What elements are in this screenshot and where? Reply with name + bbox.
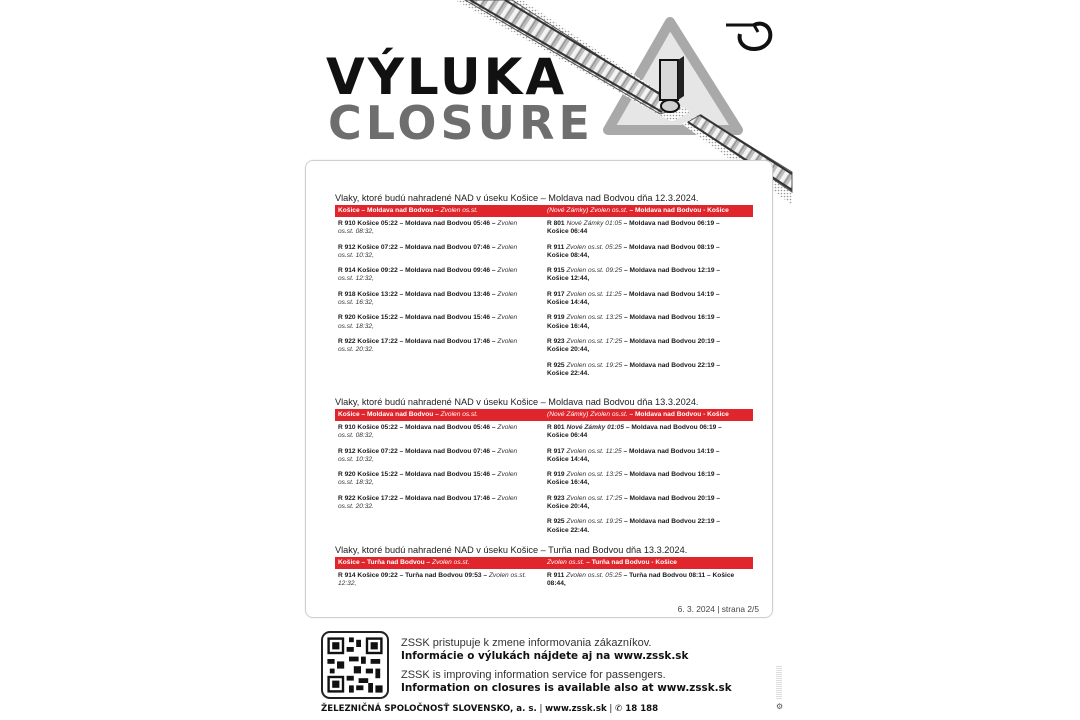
section-title: Vlaky, ktoré budú nahradené NAD v úseku Košice – Turňa nad Bodvou dňa 13.3.2024.	[335, 545, 688, 555]
timetable-card	[305, 160, 773, 618]
train-row: R 911 Zvolen os.st. 05:25 – Moldava nad Bodvou 08:19 – Košice 08:44,	[547, 243, 720, 259]
company-website-link[interactable]: www.zssk.sk	[545, 704, 607, 714]
column-left	[335, 217, 544, 385]
train-row: R 914 Košice 09:22 – Moldava nad Bodvou 09:46 – Zvolen os.st. 12:32,	[338, 267, 518, 283]
side-credit-text	[776, 666, 782, 700]
info-sk-line2: Informácie o výlukách nájdete aj na www.zssk.sk	[401, 650, 689, 662]
train-row: R 925 Zvolen os.st. 19:25 – Moldava nad Bodvou 22:19 – Košice 22:44.	[547, 518, 720, 534]
train-row: R 915 Zvolen os.st. 09:25 – Moldava nad Bodvou 12:19 – Košice 12:44,	[547, 267, 720, 283]
train-row: R 923 Zvolen os.st. 17:25 – Moldava nad Bodvou 20:19 – Košice 20:44,	[547, 494, 720, 511]
qr-code-icon[interactable]	[321, 631, 389, 699]
gear-icon: ⚙	[776, 702, 784, 711]
train-row: R 910 Košice 05:22 – Moldava nad Bodvou 05:46 – Zvolen os.st. 08:32,	[338, 424, 518, 440]
column-left	[335, 421, 544, 542]
train-row: R 925 Zvolen os.st. 19:25 – Moldava nad Bodvou 22:19 – Košice 22:44.	[547, 361, 720, 377]
train-row: R 801 Nové Zámky 01:05 – Moldava nad Bodvou 06:19 – Košice 06:44	[547, 220, 720, 236]
info-en-line2: Information on closures is available also at www.zssk.sk	[401, 682, 732, 694]
train-row: R 912 Košice 07:22 – Moldava nad Bodvou 07:46 – Zvolen os.st. 10:32,	[338, 447, 518, 463]
train-row: R 912 Košice 07:22 – Moldava nad Bodvou 07:46 – Zvolen os.st. 10:32,	[338, 243, 518, 259]
company-footer: ŽELEZNIČNÁ SPOLOČNOSŤ SLOVENSKO, a. s. | www.zssk.sk | ✆ 18 188	[321, 704, 659, 714]
train-row: R 919 Zvolen os.st. 13:25 – Moldava nad Bodvou 16:19 – Košice 16:44,	[547, 314, 720, 330]
section-moldava-12-3	[335, 193, 753, 385]
train-row: R 801 Nové Zámky 01:05 – Moldava nad Bodvou 06:19 – Košice 06:44	[547, 424, 722, 440]
column-left	[335, 569, 544, 596]
column-right	[544, 421, 753, 542]
section-header-bar	[335, 557, 753, 569]
zssk-logo-icon	[724, 16, 774, 52]
train-row: R 920 Košice 15:22 – Moldava nad Bodvou 15:46 – Zvolen os.st. 18:32,	[338, 471, 518, 487]
info-sk-line1: ZSSK pristupuje k zmene informovania zákazníkov.	[401, 637, 652, 649]
train-row: R 914 Košice 09:22 – Turňa nad Bodvou 09:53 – Zvolen os.st. 12:32,	[338, 572, 527, 588]
section-header-bar	[335, 205, 753, 217]
header-direction-right: (Nové Zámky) Zvolen os.st. – Moldava nad Bodvou - Košice	[547, 411, 729, 418]
header-direction-left: Košice – Moldava nad Bodvou – Zvolen os.st.	[338, 411, 478, 418]
train-row: R 922 Košice 17:22 – Moldava nad Bodvou 17:46 – Zvolen os.st. 20:32.	[338, 494, 518, 511]
section-moldava-13-3	[335, 397, 753, 542]
company-phone: 18 188	[622, 704, 659, 714]
train-row: R 917 Zvolen os.st. 11:25 – Moldava nad Bodvou 14:19 – Košice 14:44,	[547, 447, 720, 463]
header-direction-left: Košice – Turňa nad Bodvou – Zvolen os.st.	[338, 559, 470, 566]
title-slovak: VÝLUKA	[326, 48, 568, 106]
header-direction-right: Zvolen os.st. – Turňa nad Bodvou - Košice	[547, 559, 677, 566]
section-title: Vlaky, ktoré budú nahradené NAD v úseku Košice – Moldava nad Bodvou dňa 12.3.2024.	[335, 193, 699, 203]
section-header-bar	[335, 409, 753, 421]
header-direction-right: (Nové Zámky) Zvolen os.st. – Moldava nad Bodvou - Košice	[547, 207, 729, 214]
section-turna-13-3	[335, 545, 753, 596]
train-row: R 922 Košice 17:22 – Moldava nad Bodvou 17:46 – Zvolen os.st. 20:32.	[338, 337, 518, 354]
info-en-line1: ZSSK is improving information service for passengers.	[401, 669, 666, 681]
company-name: ŽELEZNIČNÁ SPOLOČNOSŤ SLOVENSKO, a. s.	[321, 704, 537, 714]
column-right	[544, 217, 753, 385]
header-direction-left: Košice – Moldava nad Bodvou – Zvolen os.st.	[338, 207, 478, 214]
train-row: R 910 Košice 05:22 – Moldava nad Bodvou 05:46 – Zvolen os.st. 08:32,	[338, 220, 518, 236]
train-row: R 917 Zvolen os.st. 11:25 – Moldava nad Bodvou 14:19 – Košice 14:44,	[547, 290, 720, 307]
train-row: R 920 Košice 15:22 – Moldava nad Bodvou 15:46 – Zvolen os.st. 18:32,	[338, 314, 518, 330]
train-row: R 918 Košice 13:22 – Moldava nad Bodvou 13:46 – Zvolen os.st. 16:32,	[338, 290, 518, 307]
page-date-number: 6. 3. 2024 | strana 2/5	[677, 604, 759, 614]
train-row: R 923 Zvolen os.st. 17:25 – Moldava nad Bodvou 20:19 – Košice 20:44,	[547, 337, 720, 354]
column-right	[544, 569, 753, 596]
title-english: CLOSURE	[328, 96, 594, 150]
train-row: R 911 Zvolen os.st. 05:25 – Turňa nad Bodvou 08:11 – Košice 08:44,	[547, 572, 735, 588]
phone-icon: ✆	[615, 704, 623, 714]
train-row: R 919 Zvolen os.st. 13:25 – Moldava nad Bodvou 16:19 – Košice 16:44,	[547, 471, 720, 487]
section-title: Vlaky, ktoré budú nahradené NAD v úseku Košice – Moldava nad Bodvou dňa 13.3.2024.	[335, 397, 699, 407]
